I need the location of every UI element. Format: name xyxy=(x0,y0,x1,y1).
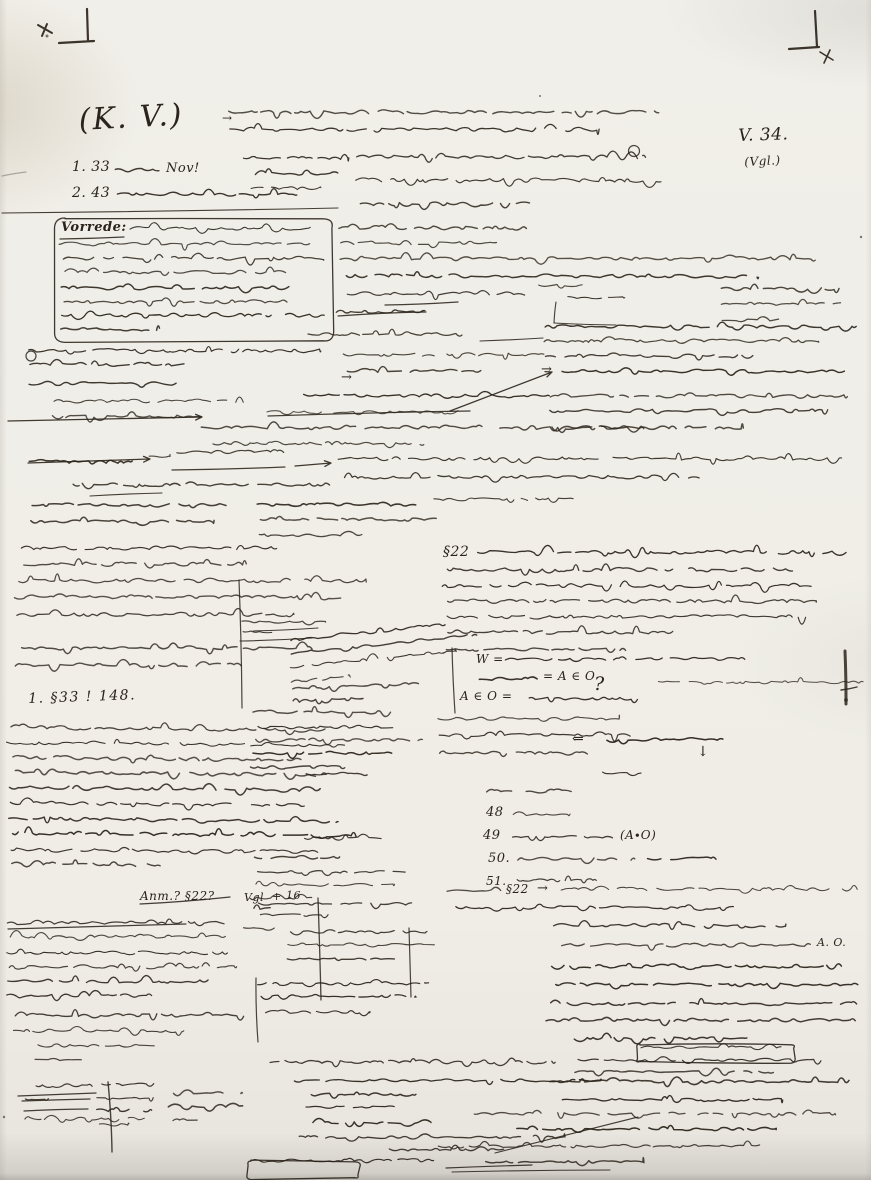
registration-marks xyxy=(3,9,862,1118)
legible-fragment: §22 xyxy=(506,882,529,896)
legible-fragment: ↓ xyxy=(697,744,710,760)
legible-fragment: → xyxy=(222,111,233,125)
legible-fragment: ⇐ xyxy=(572,731,585,747)
folio-number-label: V. 34. xyxy=(737,124,789,146)
legible-fragment: + xyxy=(272,890,282,903)
legible-fragment: → xyxy=(541,362,553,377)
legible-fragment: → xyxy=(341,370,353,385)
legible-fragment: 16 xyxy=(286,889,301,902)
legible-fragment: (A∙O) xyxy=(620,828,657,842)
legible-fragment: 2. 43 xyxy=(72,185,111,201)
arrow-marks xyxy=(8,372,552,467)
legible-fragment: Vorrede: xyxy=(61,220,127,235)
legible-fragment: ? xyxy=(594,673,605,695)
legible-fragment: 1. 33 xyxy=(72,159,111,175)
legible-fragment: Nov! xyxy=(166,161,200,176)
legible-fragment: = A ∈ O xyxy=(543,669,596,683)
convolute-signature-label: (K. V.) xyxy=(77,97,185,138)
legible-fragment: A ∈ O = xyxy=(460,689,513,703)
legible-fragment: Vgl xyxy=(244,891,265,904)
legible-fragment: 51. xyxy=(486,874,507,888)
legible-fragment: 49 xyxy=(483,828,501,843)
handwriting-strokes xyxy=(7,110,864,1166)
legible-fragment: A. O. xyxy=(817,936,847,949)
legible-fragment: 48 xyxy=(486,805,504,820)
legible-fragment: (Vgl.) xyxy=(743,153,782,169)
legible-fragment: §22 xyxy=(443,544,470,560)
legible-fragment: W = xyxy=(476,652,504,666)
legible-fragment: 50. xyxy=(488,851,511,866)
underline-and-strikethrough-rules xyxy=(2,172,857,1172)
legible-fragment: Anm.? §22? xyxy=(140,889,215,903)
legible-fragment: 1. §33 ! 148. xyxy=(27,687,137,707)
legible-fragment: → xyxy=(537,881,549,896)
